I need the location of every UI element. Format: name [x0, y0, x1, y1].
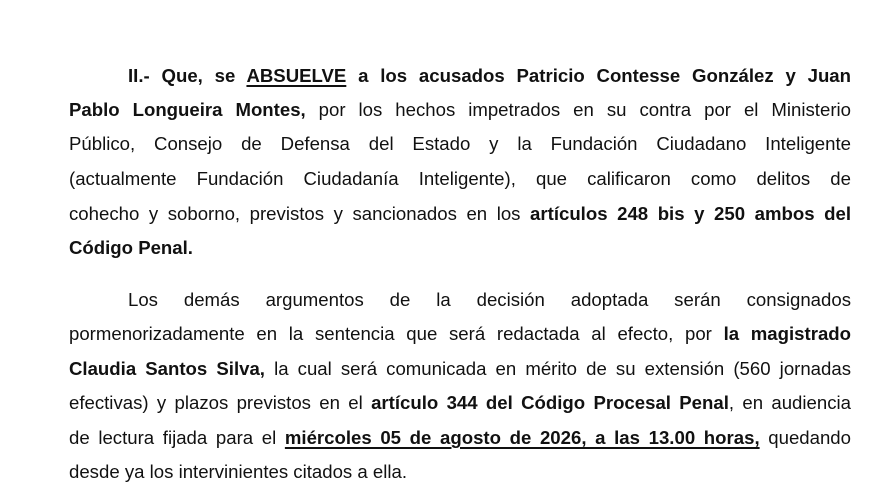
paragraph2-line6 [69, 460, 851, 484]
summons-text: desde ya los intervinientes citados a ella. [69, 461, 407, 482]
paragraph2-line1 [69, 288, 851, 312]
sanction-text: , previstos y sancionados en los [234, 203, 531, 224]
paragraph1-line5 [69, 202, 851, 226]
hearing-date: miércoles 05 de agosto de 2026, a las 13.00 horas, [284, 427, 760, 448]
plaintiffs-text: Público, Consejo de Defensa del Estado y la Fundación Ciudadano Inteligente [69, 133, 851, 154]
paragraph2-line4 [69, 391, 851, 415]
arguments-text: Los demás argumentos de la decisión adoptada serán consignados [128, 289, 851, 310]
absuelve-verdict: ABSUELVE [246, 65, 347, 86]
paragraph1-line1 [69, 64, 851, 88]
foundation-note-text: (actualmente Fundación Ciudadanía Inteligente), que calificaron como delitos de [69, 168, 851, 189]
magistrate-title: la magistrado [723, 323, 851, 344]
sentence-text: pormenorizadamente en la sentencia que será redactada al efecto, por [69, 323, 724, 344]
magistrate-name: Claudia Santos Silva, [69, 358, 265, 379]
paragraph2-line5 [69, 426, 851, 450]
charges-text: por los hechos impetrados en su contra por el Ministerio [305, 99, 851, 120]
accused-names-part2: Pablo Longueira Montes, [69, 99, 306, 120]
remaining-text: quedando [759, 427, 851, 448]
paragraph1-line4 [69, 167, 851, 191]
paragraph2-line2 [69, 322, 851, 346]
paragraph1-line3 [69, 132, 851, 156]
accused-names-part1: a los acusados Patricio Contesse González y Juan [346, 65, 851, 86]
extension-text: la cual será comunicada en mérito de su extensión (560 jornadas [264, 358, 852, 379]
crimes-text: cohecho y soborno [69, 203, 235, 224]
paragraph2-line3 [69, 357, 851, 381]
deadlines-text: efectivas) y plazos previstos en el [69, 392, 372, 413]
paragraph1-line2 [69, 98, 851, 122]
articles-reference: artículos 248 bis y 250 ambos del [530, 203, 851, 224]
resolution-intro: II.- Que, se [128, 65, 247, 86]
paragraph1-line6 [69, 236, 851, 260]
reading-date-intro: de lectura fijada para el [69, 427, 285, 448]
hearing-text: , en audiencia [728, 392, 851, 413]
procedural-article-reference: artículo 344 del Código Procesal Penal [371, 392, 729, 413]
code-reference: Código Penal. [69, 237, 193, 258]
